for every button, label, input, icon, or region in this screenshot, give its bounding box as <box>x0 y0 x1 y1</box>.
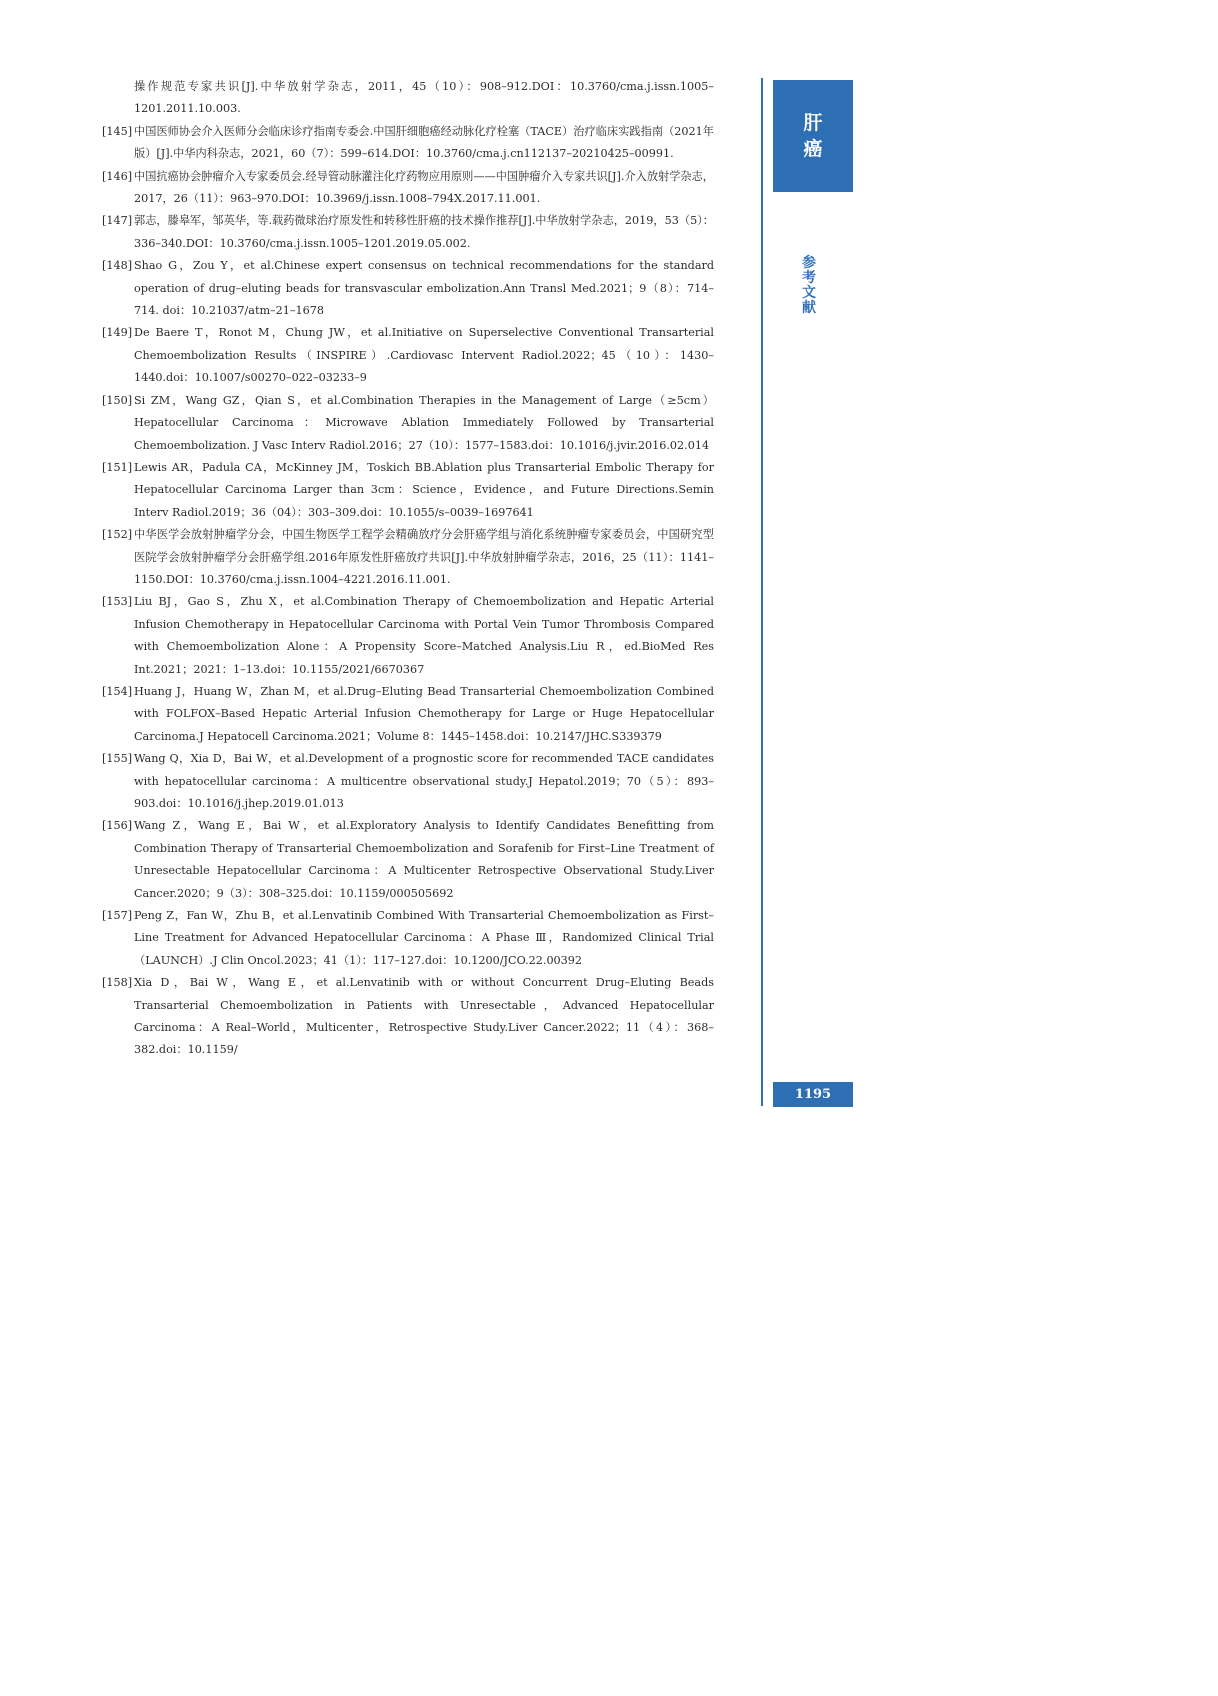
reference-item <box>102 591 714 681</box>
reference-item <box>102 524 714 591</box>
chapter-tab <box>773 80 853 192</box>
reference-text: 郭志，滕皋军，邹英华，等.载药微球治疗原发性和转移性肝癌的技术操作推荐[J].中华放射学杂志，2019，53（5）：336–340.DOI：10.3760/cma.j.issn.1005–1201.2019.05.002. <box>134 214 714 250</box>
reference-item <box>102 166 714 211</box>
reference-item <box>102 76 714 121</box>
reference-item <box>102 255 714 322</box>
reference-item <box>102 322 714 389</box>
reference-list <box>102 76 714 1062</box>
reference-number: [150] <box>102 393 133 407</box>
reference-text: Shao G，Zou Y，et al.Chinese expert consensus on technical recommendations for the standard operation of drug–eluting beads for transvascular embolization.Ann Transl Med.2021；9（8）：714–714. doi：10.21037/atm–21–1678 <box>134 259 714 318</box>
margin-divider <box>761 78 763 1106</box>
chapter-tab-char: 癌 <box>803 138 823 160</box>
reference-number: [157] <box>102 909 133 923</box>
reference-number: [146] <box>102 169 133 183</box>
reference-number: [154] <box>102 684 133 698</box>
reference-number: [155] <box>102 752 133 766</box>
reference-item <box>102 815 714 905</box>
reference-text: Peng Z，Fan W，Zhu B，et al.Lenvatinib Combined With Transarterial Chemoembolization as First–Line Treatment for Advanced Hepatocellular Carcinoma：A Phase Ⅲ，Randomized Clinical Trial（LAUNCH）.J Clin Oncol.2023；41（1）：117–127.doi：10.1200/JCO.22.00392 <box>134 909 714 967</box>
page-number: 1195 <box>773 1082 853 1107</box>
reference-text: Huang J，Huang W，Zhan M，et al.Drug–Eluting Bead Transarterial Chemoembolization Combined with FOLFOX–Based Hepatic Arterial Infusion Chemotherapy for Large or Huge Hepatocellular Carcinoma.J Hepatocell Carcinoma.2021；Volume 8：1445–1458.doi：10.2147/JHC.S339379 <box>134 684 714 743</box>
section-label-char: 参 <box>802 255 816 271</box>
reference-item <box>102 210 714 255</box>
section-label-char: 文 <box>802 285 816 301</box>
reference-number: [145] <box>102 124 133 138</box>
reference-item <box>102 390 714 457</box>
chapter-tab-char: 肝 <box>803 112 823 134</box>
reference-number: [153] <box>102 595 133 609</box>
reference-item <box>102 121 714 166</box>
reference-text: 中华医学会放射肿瘤学分会，中国生物医学工程学会精确放疗分会肝癌学组与消化系统肿瘤专家委员会，中国研究型医院学会放射肿瘤学分会肝癌学组.2016年原发性肝癌放疗共识[J].中华放射肿瘤学杂志，2016，25（11）：1141–1150.DOI：10.3760/cma.j.issn.1004–4221.2016.11.001. <box>134 528 714 586</box>
reference-item <box>102 681 714 748</box>
reference-item <box>102 748 714 815</box>
reference-text: 中国抗癌协会肿瘤介入专家委员会.经导管动脉灌注化疗药物应用原则——中国肿瘤介入专家共识[J].介入放射学杂志，2017，26（11）：963–970.DOI：10.3969/j.issn.1008–794X.2017.11.001. <box>134 169 714 206</box>
reference-number: [158] <box>102 976 133 990</box>
reference-number: [147] <box>102 214 133 228</box>
reference-number: [148] <box>102 259 133 273</box>
reference-item <box>102 457 714 524</box>
reference-item <box>102 905 714 972</box>
reference-text: De Baere T，Ronot M，Chung JW，et al.Initiative on Superselective Conventional Transarterial Chemoembolization Results（INSPIRE）.Cardiovasc Intervent Radiol.2022；45（10）：1430–1440.doi：10.1007/s00270–022–03233–9 <box>134 326 714 385</box>
section-label-char: 考 <box>802 270 816 286</box>
reference-text: 操作规范专家共识[J].中华放射学杂志，2011，45（10）：908–912.DOI：10.3760/cma.j.issn.1005–1201.2011.10.003. <box>134 80 714 116</box>
reference-text: Xia D，Bai W，Wang E，et al.Lenvatinib with or without Concurrent Drug–Eluting Beads Transarterial Chemoembolization in Patients with Unresectable，Advanced Hepatocellular Carcinoma：A Real–World，Multicenter，Retrospective Study.Liver Cancer.2022；11（4）：368–382.doi：10.1159/ <box>134 976 714 1057</box>
reference-text: Wang Z，Wang E，Bai W，et al.Exploratory Analysis to Identify Candidates Benefitting from Combination Therapy of Transarterial Chemoembolization and Sorafenib for First–Line Treatment of Unresectable Hepatocellular Carcinoma：A Multicenter Retrospective Observational Study.Liver Cancer.2020；9（3）：308–325.doi：10.1159/000505692 <box>134 819 714 900</box>
reference-text: Lewis AR，Padula CA，McKinney JM，Toskich BB.Ablation plus Transarterial Embolic Therapy for Hepatocellular Carcinoma Larger than 3cm：Science，Evidence，and Future Directions.Semin Interv Radiol.2019；36（04）：303–309.doi：10.1055/s–0039–1697641 <box>134 460 714 519</box>
reference-text: Liu BJ，Gao S，Zhu X，et al.Combination Therapy of Chemoembolization and Hepatic Arterial Infusion Chemotherapy in Hepatocellular Carcinoma with Portal Vein Tumor Thrombosis Compared with Chemoembolization Alone：A Propensity Score–Matched Analysis.Liu R，ed.BioMed Res Int.2021；2021：1–13.doi：10.1155/2021/6670367 <box>134 595 714 676</box>
reference-number: [156] <box>102 819 133 833</box>
reference-number: [151] <box>102 460 133 474</box>
reference-text: Si ZM，Wang GZ，Qian S，et al.Combination Therapies in the Management of Large（≥5cm）Hepatocellular Carcinoma：Microwave Ablation Immediately Followed by Transarterial Chemoembolization. J Vasc Interv Radiol.2016；27（10）：1577–1583.doi：10.1016/j.jvir.2016.02.014 <box>134 393 714 452</box>
reference-number: [149] <box>102 326 133 340</box>
reference-text: Wang Q，Xia D，Bai W，et al.Development of a prognostic score for recommended TACE candidates with hepatocellular carcinoma：A multicentre observational study.J Hepatol.2019；70（5）：893–903.doi：10.1016/j.jhep.2019.01.013 <box>134 752 714 810</box>
reference-item <box>102 972 714 1062</box>
section-label <box>800 256 818 316</box>
section-label-char: 献 <box>802 300 816 316</box>
reference-text: 中国医师协会介入医师分会临床诊疗指南专委会.中国肝细胞癌经动脉化疗栓塞（TACE）治疗临床实践指南（2021年版）[J].中华内科杂志，2021，60（7）：599–614.DOI：10.3760/cma.j.cn112137–20210425–00991. <box>134 124 714 161</box>
reference-number: [152] <box>102 528 133 542</box>
